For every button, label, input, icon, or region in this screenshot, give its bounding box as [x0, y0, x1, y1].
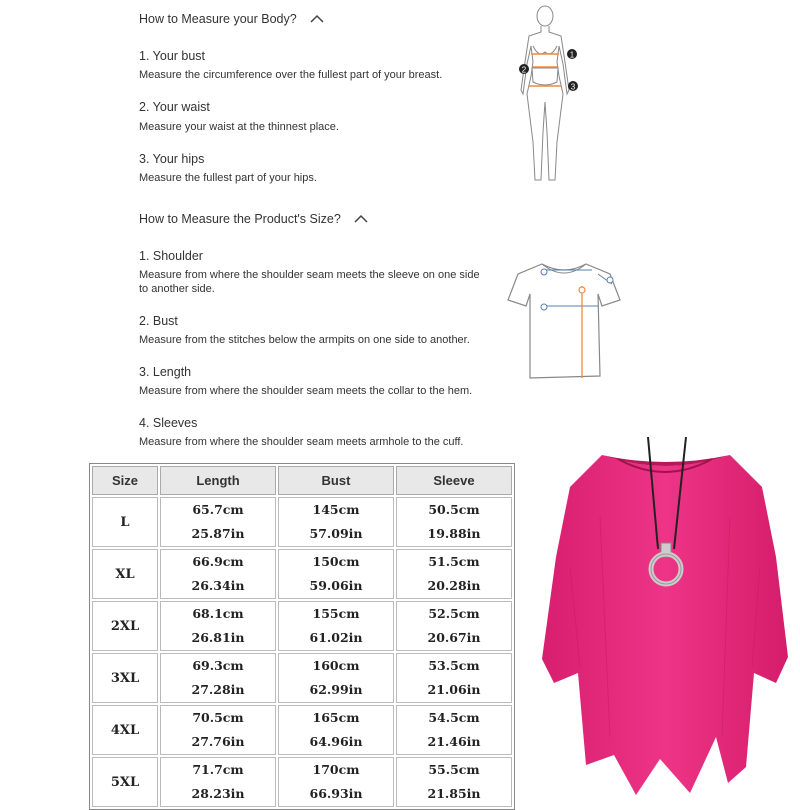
size-table [89, 463, 515, 810]
bust-cell [278, 705, 394, 755]
chevron-up-icon[interactable] [353, 214, 369, 224]
sleeve-cell [396, 497, 512, 547]
product-item-desc: Measure from where the shoulder seam meets the collar to the hem. [139, 385, 473, 397]
body-item-title: 3. Your hips [139, 152, 205, 166]
bust-cell [278, 653, 394, 703]
length-cm: 70.5cm [192, 710, 244, 725]
product-measure-heading[interactable] [139, 212, 369, 226]
marker-1 [567, 49, 577, 60]
bust-cell [278, 549, 394, 599]
sleeve-cm: 51.5cm [428, 554, 480, 569]
length-cell [160, 497, 276, 547]
body-item-desc: Measure the fullest part of your hips. [139, 172, 317, 184]
bust-cm: 165cm [312, 710, 360, 725]
header-size: Size [92, 466, 158, 495]
bust-cm: 150cm [312, 554, 360, 569]
body-item-desc: Measure your waist at the thinnest place. [139, 121, 339, 133]
bust-in: 61.02in [309, 630, 363, 645]
size-cell: 5XL [92, 757, 158, 807]
tshirt-figure [506, 260, 622, 384]
length-cm: 68.1cm [192, 606, 244, 621]
header-sleeve: Sleeve [396, 466, 512, 495]
bust-in: 64.96in [309, 734, 363, 749]
body-measure-title: How to Measure your Body? [139, 12, 297, 26]
sleeve-in: 21.46in [427, 734, 481, 749]
length-cell [160, 653, 276, 703]
product-item-title: 2. Bust [139, 314, 178, 328]
sleeve-in: 19.88in [427, 526, 481, 541]
sleeve-cm: 53.5cm [428, 658, 480, 673]
bust-cell [278, 497, 394, 547]
bust-cell [278, 601, 394, 651]
length-cm: 65.7cm [192, 502, 244, 517]
length-in: 26.34in [191, 578, 245, 593]
header-length: Length [160, 466, 276, 495]
size-cell: 2XL [92, 601, 158, 651]
length-in: 27.28in [191, 682, 245, 697]
sleeve-cell [396, 549, 512, 599]
size-cell: 3XL [92, 653, 158, 703]
product-item-desc: Measure from the stitches below the armpits on one side to another. [139, 334, 470, 346]
marker-2 [519, 64, 529, 75]
sleeve-in: 21.06in [427, 682, 481, 697]
body-item-desc: Measure the circumference over the fullest part of your breast. [139, 69, 443, 81]
table-row [92, 549, 512, 599]
product-item-desc: Measure from where the shoulder seam meets the sleeve on one side to another side. [139, 269, 480, 295]
product-item-title: 4. Sleeves [139, 416, 198, 430]
length-cm: 69.3cm [192, 658, 244, 673]
length-in: 25.87in [191, 526, 245, 541]
bust-cm: 170cm [312, 762, 360, 777]
sleeve-cm: 50.5cm [428, 502, 480, 517]
sleeve-cm: 55.5cm [428, 762, 480, 777]
body-figure [505, 2, 585, 188]
length-cell [160, 601, 276, 651]
bust-in: 59.06in [309, 578, 363, 593]
length-in: 26.81in [191, 630, 245, 645]
bust-in: 66.93in [309, 786, 363, 801]
sleeve-in: 20.28in [427, 578, 481, 593]
table-row [92, 601, 512, 651]
product-item-title: 3. Length [139, 365, 192, 379]
length-cm: 66.9cm [192, 554, 244, 569]
length-in: 27.76in [191, 734, 245, 749]
bust-in: 62.99in [309, 682, 363, 697]
length-cell [160, 705, 276, 755]
table-row [92, 705, 512, 755]
header-bust: Bust [278, 466, 394, 495]
marker-3 [568, 81, 578, 92]
body-item-title: 1. Your bust [139, 49, 206, 63]
chevron-up-icon[interactable] [309, 14, 325, 24]
table-header-row [92, 466, 512, 495]
svg-text:1: 1 [569, 50, 575, 60]
sleeve-in: 21.85in [427, 786, 481, 801]
sleeve-cell [396, 705, 512, 755]
product-item-title: 1. Shoulder [139, 249, 203, 263]
size-cell: XL [92, 549, 158, 599]
size-cell: 4XL [92, 705, 158, 755]
sleeve-in: 20.67in [427, 630, 481, 645]
svg-text:2: 2 [521, 65, 527, 75]
length-in: 28.23in [191, 786, 245, 801]
length-cell [160, 549, 276, 599]
size-cell: L [92, 497, 158, 547]
bust-cm: 145cm [312, 502, 360, 517]
product-item-desc: Measure from where the shoulder seam meets armhole to the cuff. [139, 436, 464, 448]
table-row [92, 653, 512, 703]
bust-cm: 155cm [312, 606, 360, 621]
product-measure-title: How to Measure the Product's Size? [139, 212, 341, 226]
length-cm: 71.7cm [192, 762, 244, 777]
sleeve-cell [396, 601, 512, 651]
svg-text:3: 3 [570, 82, 576, 92]
bust-in: 57.09in [309, 526, 363, 541]
bust-cm: 160cm [312, 658, 360, 673]
product-photo [540, 437, 790, 795]
table-row [92, 497, 512, 547]
sleeve-cm: 52.5cm [428, 606, 480, 621]
body-measure-heading[interactable] [139, 12, 325, 26]
body-item-title: 2. Your waist [139, 100, 210, 114]
sleeve-cm: 54.5cm [428, 710, 480, 725]
sleeve-cell [396, 653, 512, 703]
